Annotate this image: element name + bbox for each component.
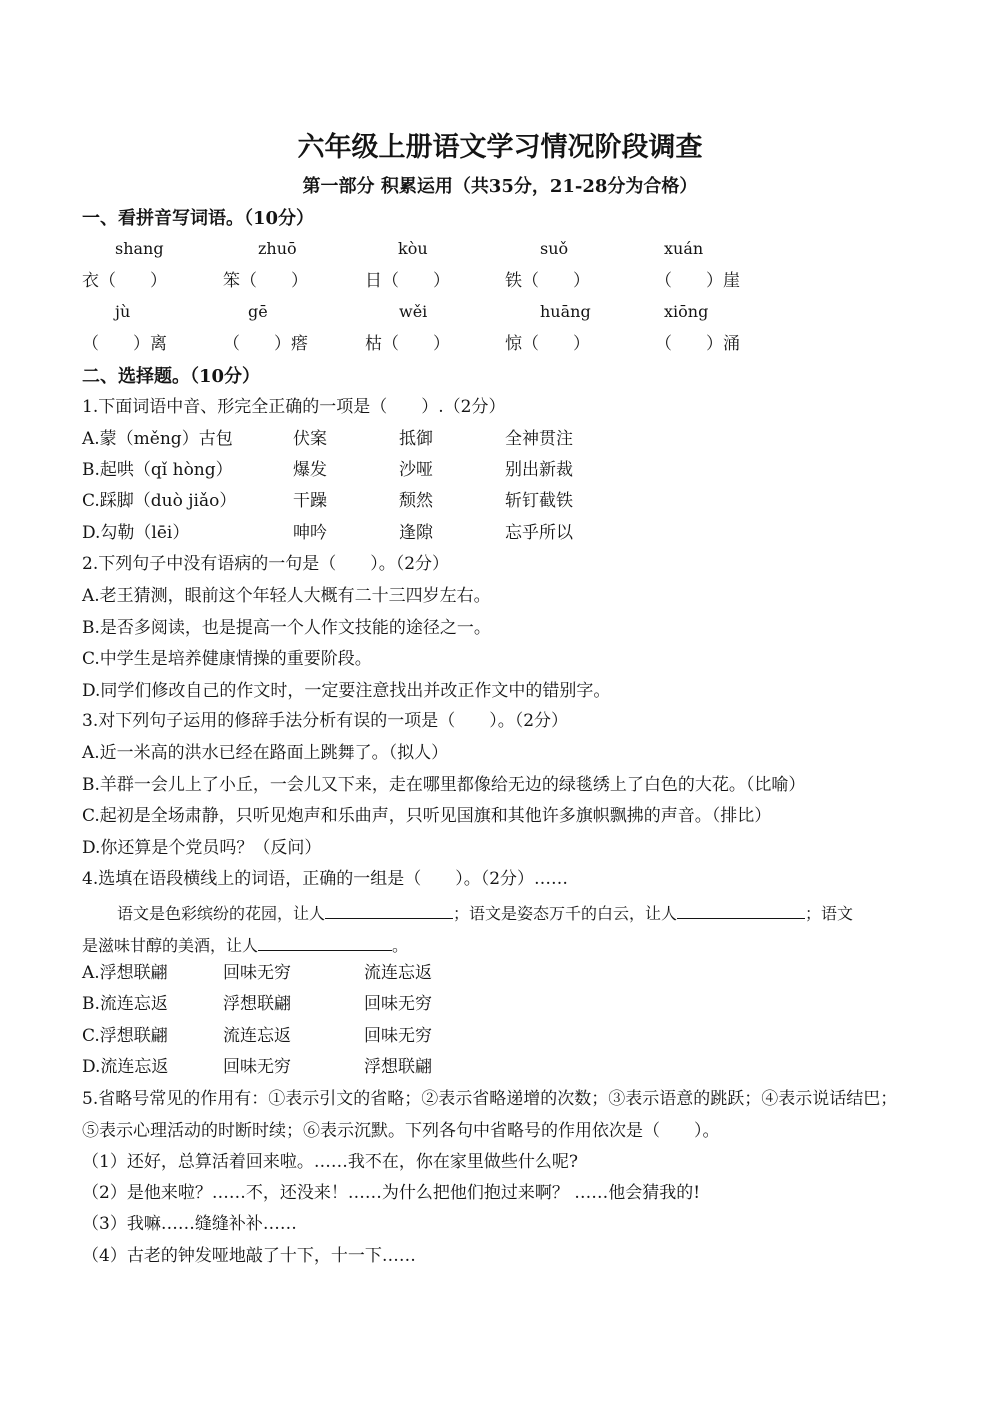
word-blank[interactable]: 日（ ） bbox=[365, 271, 450, 291]
pinyin: kòu bbox=[398, 239, 428, 258]
option-b-word: 别出新裁 bbox=[505, 460, 573, 480]
pinyin: xuán bbox=[664, 239, 704, 258]
passage-line-2 bbox=[82, 935, 408, 954]
word-blank[interactable]: 枯（ ） bbox=[365, 334, 450, 354]
option-c-word: 流连忘返 bbox=[223, 1026, 291, 1046]
pinyin: wěi bbox=[399, 302, 428, 321]
option-b-word: 回味无穷 bbox=[364, 994, 432, 1014]
passage-line-1 bbox=[117, 903, 853, 922]
option-a-word[interactable]: A.浮想联翩 bbox=[82, 963, 168, 983]
option-a-word: 全神贯注 bbox=[505, 429, 573, 449]
pinyin: shang bbox=[115, 239, 164, 258]
answer-blank[interactable] bbox=[677, 903, 805, 919]
option-a-word[interactable]: A.蒙（měng）古包 bbox=[82, 429, 233, 449]
passage-text: 。 bbox=[392, 936, 409, 955]
sentence-item: （2）是他来啦？……不，还没来！……为什么把他们抱过来啊？ ……他会猜我的! bbox=[82, 1183, 701, 1203]
passage-text: 语文是色彩缤纷的花园，让人 bbox=[117, 904, 326, 923]
pinyin: xiōng bbox=[664, 302, 709, 321]
option-d-word[interactable]: D.流连忘返 bbox=[82, 1057, 169, 1077]
option-a[interactable]: A.老王猜测，眼前这个年轻人大概有二十三四岁左右。 bbox=[82, 586, 491, 606]
option-a-word: 抵御 bbox=[399, 429, 433, 449]
word-blank[interactable]: 笨（ ） bbox=[223, 271, 308, 291]
option-c-word: 颓然 bbox=[399, 491, 433, 511]
sentence-item: （4）古老的钟发哑地敲了十下，十一下…… bbox=[82, 1246, 416, 1266]
pinyin: zhuō bbox=[258, 239, 297, 258]
question-4-stem: 4.选填在语段横线上的词语，正确的一组是（ ）。（2分）…… bbox=[82, 869, 569, 889]
option-c-word[interactable]: C.浮想联翩 bbox=[82, 1026, 168, 1046]
option-d-word: 忘乎所以 bbox=[505, 523, 573, 543]
pinyin: gē bbox=[248, 302, 268, 321]
pinyin: jù bbox=[115, 302, 131, 321]
passage-text: ；语文是姿态万千的白云，让人 bbox=[453, 904, 678, 923]
word-blank[interactable]: （ ）离 bbox=[82, 334, 167, 354]
word-blank[interactable]: （ ）崖 bbox=[655, 271, 740, 291]
option-b-word: 沙哑 bbox=[399, 460, 433, 480]
question-3-stem: 3.对下列句子运用的修辞手法分析有误的一项是（ ）。（2分） bbox=[82, 711, 569, 731]
option-c[interactable]: C.起初是全场肃静，只听见炮声和乐曲声，只听见国旗和其他许多旗帜飘拂的声音。（排比） bbox=[82, 806, 772, 826]
word-blank[interactable]: （ ）瘩 bbox=[223, 334, 308, 354]
option-b-word: 浮想联翩 bbox=[223, 994, 291, 1014]
option-c-word: 回味无穷 bbox=[364, 1026, 432, 1046]
section2-heading: 二、选择题。（10分） bbox=[82, 366, 261, 387]
question-5-stem-cont: ⑤表示心理活动的时断时续；⑥表示沉默。下列各句中省略号的作用依次是（ ）。 bbox=[82, 1121, 720, 1141]
part-subtitle: 第一部分 积累运用（共35分，21-28分为合格） bbox=[302, 176, 698, 197]
option-d[interactable]: D.你还算是个党员吗？（反问） bbox=[82, 838, 322, 858]
sentence-item: （1）还好，总算活着回来啦。……我不在，你在家里做些什么呢? bbox=[82, 1152, 578, 1172]
question-5-stem: 5.省略号常见的作用有：①表示引文的省略；②表示省略递增的次数；③表示语意的跳跃；④表示说话结巴； bbox=[82, 1089, 898, 1109]
answer-blank[interactable] bbox=[258, 935, 392, 951]
passage-text: ；语文 bbox=[805, 904, 854, 923]
question-1-stem: 1.下面词语中音、形完全正确的一项是（ ）.（2分） bbox=[82, 397, 506, 417]
option-d-word: 逢隙 bbox=[399, 523, 433, 543]
word-blank[interactable]: 衣（ ） bbox=[82, 271, 167, 291]
option-d-word: 浮想联翩 bbox=[364, 1057, 432, 1077]
option-a[interactable]: A.近一米高的洪水已经在路面上跳舞了。（拟人） bbox=[82, 743, 449, 763]
option-d-word: 回味无穷 bbox=[223, 1057, 291, 1077]
section1-heading: 一、看拼音写词语。（10分） bbox=[82, 208, 315, 229]
option-c-word: 斩钉截铁 bbox=[505, 491, 573, 511]
question-2-stem: 2.下列句子中没有语病的一句是（ ）。（2分） bbox=[82, 554, 450, 574]
option-c[interactable]: C.中学生是培养健康情操的重要阶段。 bbox=[82, 649, 372, 669]
option-c-word: 干躁 bbox=[293, 491, 327, 511]
option-a-word: 流连忘返 bbox=[364, 963, 432, 983]
option-d[interactable]: D.同学们修改自己的作文时，一定要注意找出并改正作文中的错别字。 bbox=[82, 681, 611, 701]
option-d-word: 呻吟 bbox=[293, 523, 327, 543]
option-b[interactable]: B.是否多阅读，也是提高一个人作文技能的途径之一。 bbox=[82, 618, 491, 638]
passage-text: 是滋味甘醇的美酒，让人 bbox=[82, 936, 259, 955]
option-a-word: 伏案 bbox=[293, 429, 327, 449]
option-c-word[interactable]: C.踩脚（duò jiǎo） bbox=[82, 491, 237, 511]
option-d-word[interactable]: D.勾勒（lēi） bbox=[82, 523, 190, 543]
option-b[interactable]: B.羊群一会儿上了小丘，一会儿又下来，走在哪里都像给无边的绿毯绣上了白色的大花。（比喻） bbox=[82, 775, 806, 795]
page-title: 六年级上册语文学习情况阶段调查 bbox=[297, 132, 703, 163]
option-b-word[interactable]: B.流连忘返 bbox=[82, 994, 168, 1014]
answer-blank[interactable] bbox=[325, 903, 453, 919]
word-blank[interactable]: （ ）涌 bbox=[655, 334, 740, 354]
pinyin: suǒ bbox=[540, 239, 569, 258]
sentence-item: （3）我嘛……缝缝补补…… bbox=[82, 1214, 297, 1234]
word-blank[interactable]: 惊（ ） bbox=[505, 334, 590, 354]
option-b-word: 爆发 bbox=[293, 460, 327, 480]
word-blank[interactable]: 铁（ ） bbox=[505, 271, 590, 291]
pinyin: huāng bbox=[540, 302, 591, 321]
option-b-word[interactable]: B.起哄（qǐ hòng） bbox=[82, 460, 233, 480]
option-a-word: 回味无穷 bbox=[223, 963, 291, 983]
